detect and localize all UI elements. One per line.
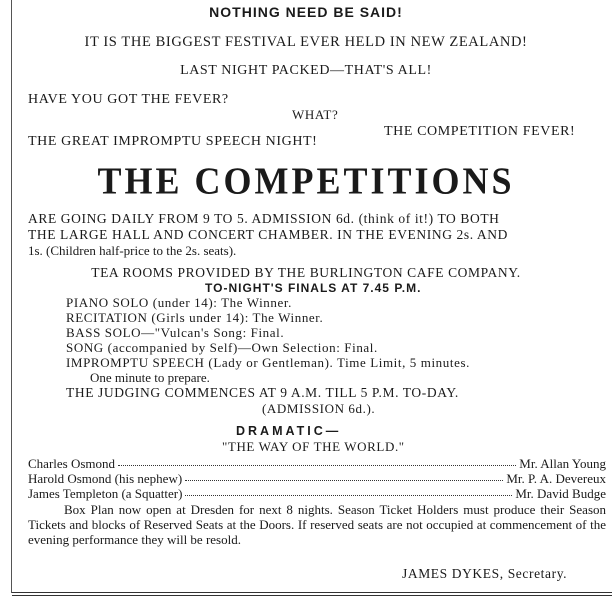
question-have-you-got-the-fever: HAVE YOU GOT THE FEVER? [28, 92, 229, 107]
dot-leader [118, 465, 516, 466]
cast-row [28, 472, 606, 485]
cast-role: James Templeton (a Squatter) [28, 486, 183, 501]
tea-rooms: TEA ROOMS PROVIDED BY THE BURLINGTON CAFE COMPANY. [91, 265, 521, 280]
judging-line-2: (ADMISSION 6d.). [262, 401, 376, 416]
admission-line-3: 1s. (Children half-price to the 2s. seats). [28, 243, 237, 258]
cast-actor: Mr. David Budge [515, 486, 606, 501]
play-title: "THE WAY OF THE WORLD." [222, 439, 405, 454]
admission-line-2: THE LARGE HALL AND CONCERT CHAMBER. IN THE EVENING 2s. AND [28, 227, 508, 242]
box-plan-notice: Box Plan now open at Dresden for next 8 nights. Season Ticket Holders must produce their Season Tickets and blocks of Reserved Seats at the Doors. If reserved seats are not occupied at commencement of the evening performance they will be resold. [28, 502, 606, 547]
bottom-rule [12, 592, 612, 593]
main-title: THE COMPETITIONS [97, 160, 515, 202]
final-item-one-minute: One minute to prepare. [90, 370, 210, 385]
cast-actor: Mr. P. A. Devereux [506, 471, 606, 486]
dot-leader [185, 480, 503, 481]
admission-line-1: ARE GOING DAILY FROM 9 TO 5. ADMISSION 6d. (think of it!) TO BOTH [28, 211, 500, 226]
bottom-rule [12, 595, 612, 596]
dramatic-heading: DRAMATIC— [236, 424, 342, 438]
judging-line-1: THE JUDGING COMMENCES AT 9 A.M. TILL 5 P.M. TO-DAY. [66, 385, 459, 400]
headline-nothing-need-be-said: NOTHING NEED BE SAID! [209, 4, 403, 20]
question-what: WHAT? [292, 107, 339, 122]
cast-role: Charles Osmond [28, 456, 116, 471]
cast-row [28, 487, 606, 500]
cast-row [28, 457, 606, 470]
finals-heading: TO-NIGHT'S FINALS AT 7.45 P.M. [205, 281, 422, 295]
column-rule [11, 0, 12, 593]
dot-leader [185, 495, 512, 496]
final-item-song: SONG (accompanied by Self)—Own Selection: Final. [66, 340, 378, 355]
final-item-piano-solo: PIANO SOLO (under 14): The Winner. [66, 295, 292, 310]
cast-role: Harold Osmond (his nephew) [28, 471, 183, 486]
final-item-impromptu-speech: IMPROMPTU SPEECH (Lady or Gentleman). Time Limit, 5 minutes. [66, 355, 470, 370]
cast-actor: Mr. Allan Young [519, 456, 606, 471]
signature: JAMES DYKES, Secretary. [402, 566, 568, 581]
final-item-recitation: RECITATION (Girls under 14): The Winner. [66, 310, 324, 325]
headline-biggest-festival: IT IS THE BIGGEST FESTIVAL EVER HELD IN NEW ZEALAND! [84, 34, 528, 50]
headline-last-night-packed: LAST NIGHT PACKED—THAT'S ALL! [180, 63, 432, 78]
final-item-bass-solo: BASS SOLO—"Vulcan's Song: Final. [66, 325, 285, 340]
impromptu-speech-night: THE GREAT IMPROMPTU SPEECH NIGHT! [28, 134, 318, 149]
answer-competition-fever: THE COMPETITION FEVER! [384, 124, 576, 139]
